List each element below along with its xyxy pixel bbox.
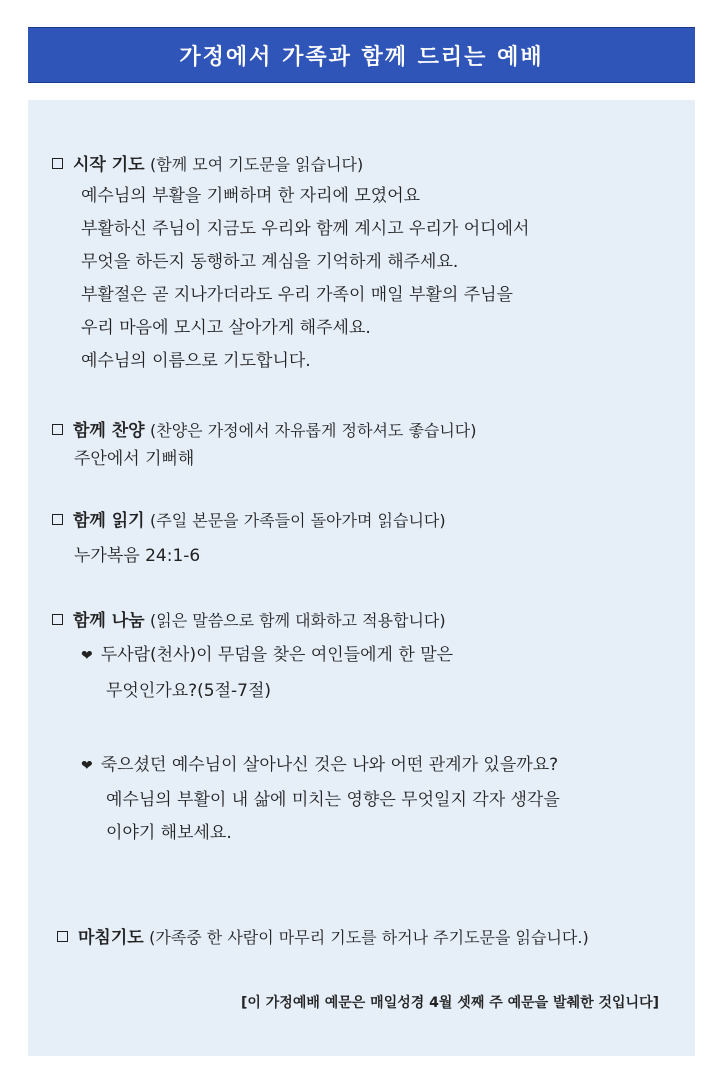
checkbox-icon — [52, 424, 63, 435]
opening-line: 부활절은 곧 지나가더라도 우리 가족이 매일 부활의 주님을 — [81, 285, 513, 305]
opening-line: 예수님의 이름으로 기도합니다. — [81, 351, 311, 371]
praise-note: (찬양은 가정에서 자유롭게 정하셔도 좋습니다) — [150, 421, 477, 440]
page-title: 가정에서 가족과 함께 드리는 예배 — [179, 44, 544, 70]
sharing-question-2-cont: 이야기 해보세요. — [106, 823, 232, 843]
heart-icon: ❤ — [81, 758, 93, 774]
praise-heading — [52, 416, 477, 441]
reading-title: 함께 읽기 — [73, 511, 145, 531]
reading-passage: 누가복음 24:1-6 — [74, 546, 201, 566]
reading-note: (주일 본문을 가족들이 돌아가며 읽습니다) — [150, 511, 446, 530]
heart-icon: ❤ — [81, 648, 93, 664]
sharing-question-1: ❤ 두사람(천사)이 무덤을 찾은 여인들에게 한 말은 — [81, 645, 454, 665]
opening-title: 시작 기도 — [73, 155, 145, 175]
opening-note: (함께 모여 기도문을 읽습니다) — [150, 155, 364, 174]
checkbox-icon — [52, 614, 63, 625]
opening-line: 예수님의 부활을 기뻐하며 한 자리에 모였어요 — [81, 186, 421, 206]
reading-heading — [52, 506, 446, 531]
checkbox-icon — [57, 931, 68, 942]
closing-heading — [57, 923, 589, 948]
opening-line: 부활하신 주님이 지금도 우리와 함께 계시고 우리가 어디에서 — [81, 219, 530, 239]
closing-note: (가족중 한 사람이 마무리 기도를 하거나 주기도문을 읽습니다.) — [149, 928, 589, 947]
sharing-question-2: ❤ 죽으셨던 예수님이 살아나신 것은 나와 어떤 관계가 있을까요? — [81, 755, 559, 775]
footer-note: [이 가정예배 예문은 매일성경 4월 셋째 주 예문을 발췌한 것입니다] — [240, 995, 659, 1011]
sharing-note: (읽은 말씀으로 함께 대화하고 적용합니다) — [150, 611, 446, 630]
closing-title: 마침기도 — [78, 928, 144, 948]
praise-song: 주안에서 기뻐해 — [74, 449, 195, 469]
sharing-heading — [52, 606, 446, 631]
sharing-title: 함께 나눔 — [73, 611, 145, 631]
checkbox-icon — [52, 158, 63, 169]
sharing-question-1-cont: 무엇인가요?(5절-7절) — [106, 681, 272, 701]
opening-line: 우리 마음에 모시고 살아가게 해주세요. — [81, 318, 371, 338]
page-header — [28, 27, 695, 83]
content-panel — [28, 100, 695, 1056]
praise-title: 함께 찬양 — [73, 421, 145, 441]
sharing-question-2-cont: 예수님의 부활이 내 삶에 미치는 영향은 무엇일지 각자 생각을 — [106, 790, 560, 810]
opening-heading — [52, 150, 363, 175]
opening-line: 무엇을 하든지 동행하고 계심을 기억하게 해주세요. — [81, 252, 459, 272]
checkbox-icon — [52, 514, 63, 525]
